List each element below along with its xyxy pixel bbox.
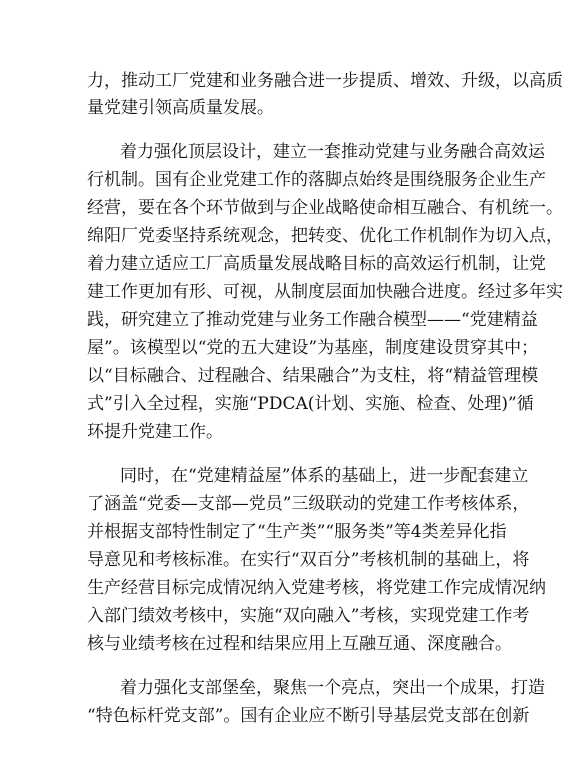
text-line: 环提升党建工作。 — [87, 422, 223, 442]
text-line: 践，研究建立了推动党建与业务工作融合模型——“党建精益 — [87, 310, 538, 330]
text-line: 屋”。该模型以“党的五大建设”为基座，制度建设贯穿其中； — [87, 338, 539, 358]
text-line: 并根据支部特性制定了“生产类”“服务类”等4类差异化指 — [87, 522, 507, 542]
text-line: 核与业绩考核在过程和结果应用上互融互通、深度融合。 — [87, 634, 512, 654]
paragraph-first-line: 着力强化支部堡垒，聚焦一个亮点，突出一个成果，打造 — [120, 678, 545, 698]
text-line: 经营，要在各个环节做到与企业战略使命相互融合、有机统一。 — [87, 198, 563, 218]
text-line: 着力建立适应工厂高质量发展战略目标的高效运行机制，让党 — [87, 254, 546, 274]
text-line: 量党建引领高质量发展。 — [87, 98, 274, 118]
text-line: 以“目标融合、过程融合、结果融合”为支柱，将“精益管理模 — [87, 366, 539, 386]
text-line: 生产经营目标完成情况纳入党建考核，将党建工作完成情况纳 — [87, 578, 546, 598]
text-line: 入部门绩效考核中，实施“双向融入”考核，实现党建工作考 — [87, 606, 530, 626]
text-line: “特色标杆党支部”。国有企业应不断引导基层党支部在创新 — [87, 706, 530, 726]
paragraph-first-line: 着力强化顶层设计，建立一套推动党建与业务融合高效运 — [120, 142, 545, 162]
text-line: 导意见和考核标准。在实行“双百分”考核机制的基础上，将 — [87, 550, 530, 570]
text-line: 行机制。国有企业党建工作的落脚点始终是围绕服务企业生产 — [87, 170, 546, 190]
text-line: 式”引入全过程，实施“PDCA(计划、实施、检查、处理)”循 — [87, 394, 534, 414]
text-line: 建工作更加有形、可视，从制度层面加快融合进度。经过多年实 — [87, 282, 563, 302]
text-line: 了涵盖“党委—支部—党员”三级联动的党建工作考核体系， — [87, 494, 530, 514]
paragraph-first-line: 同时，在“党建精益屋”体系的基础上，进一步配套建立 — [120, 466, 529, 486]
text-line: 绵阳厂党委坚持系统观念，把转变、优化工作机制作为切入点， — [87, 226, 563, 246]
text-line: 力，推动工厂党建和业务融合进一步提质、增效、升级，以高质 — [87, 71, 563, 91]
